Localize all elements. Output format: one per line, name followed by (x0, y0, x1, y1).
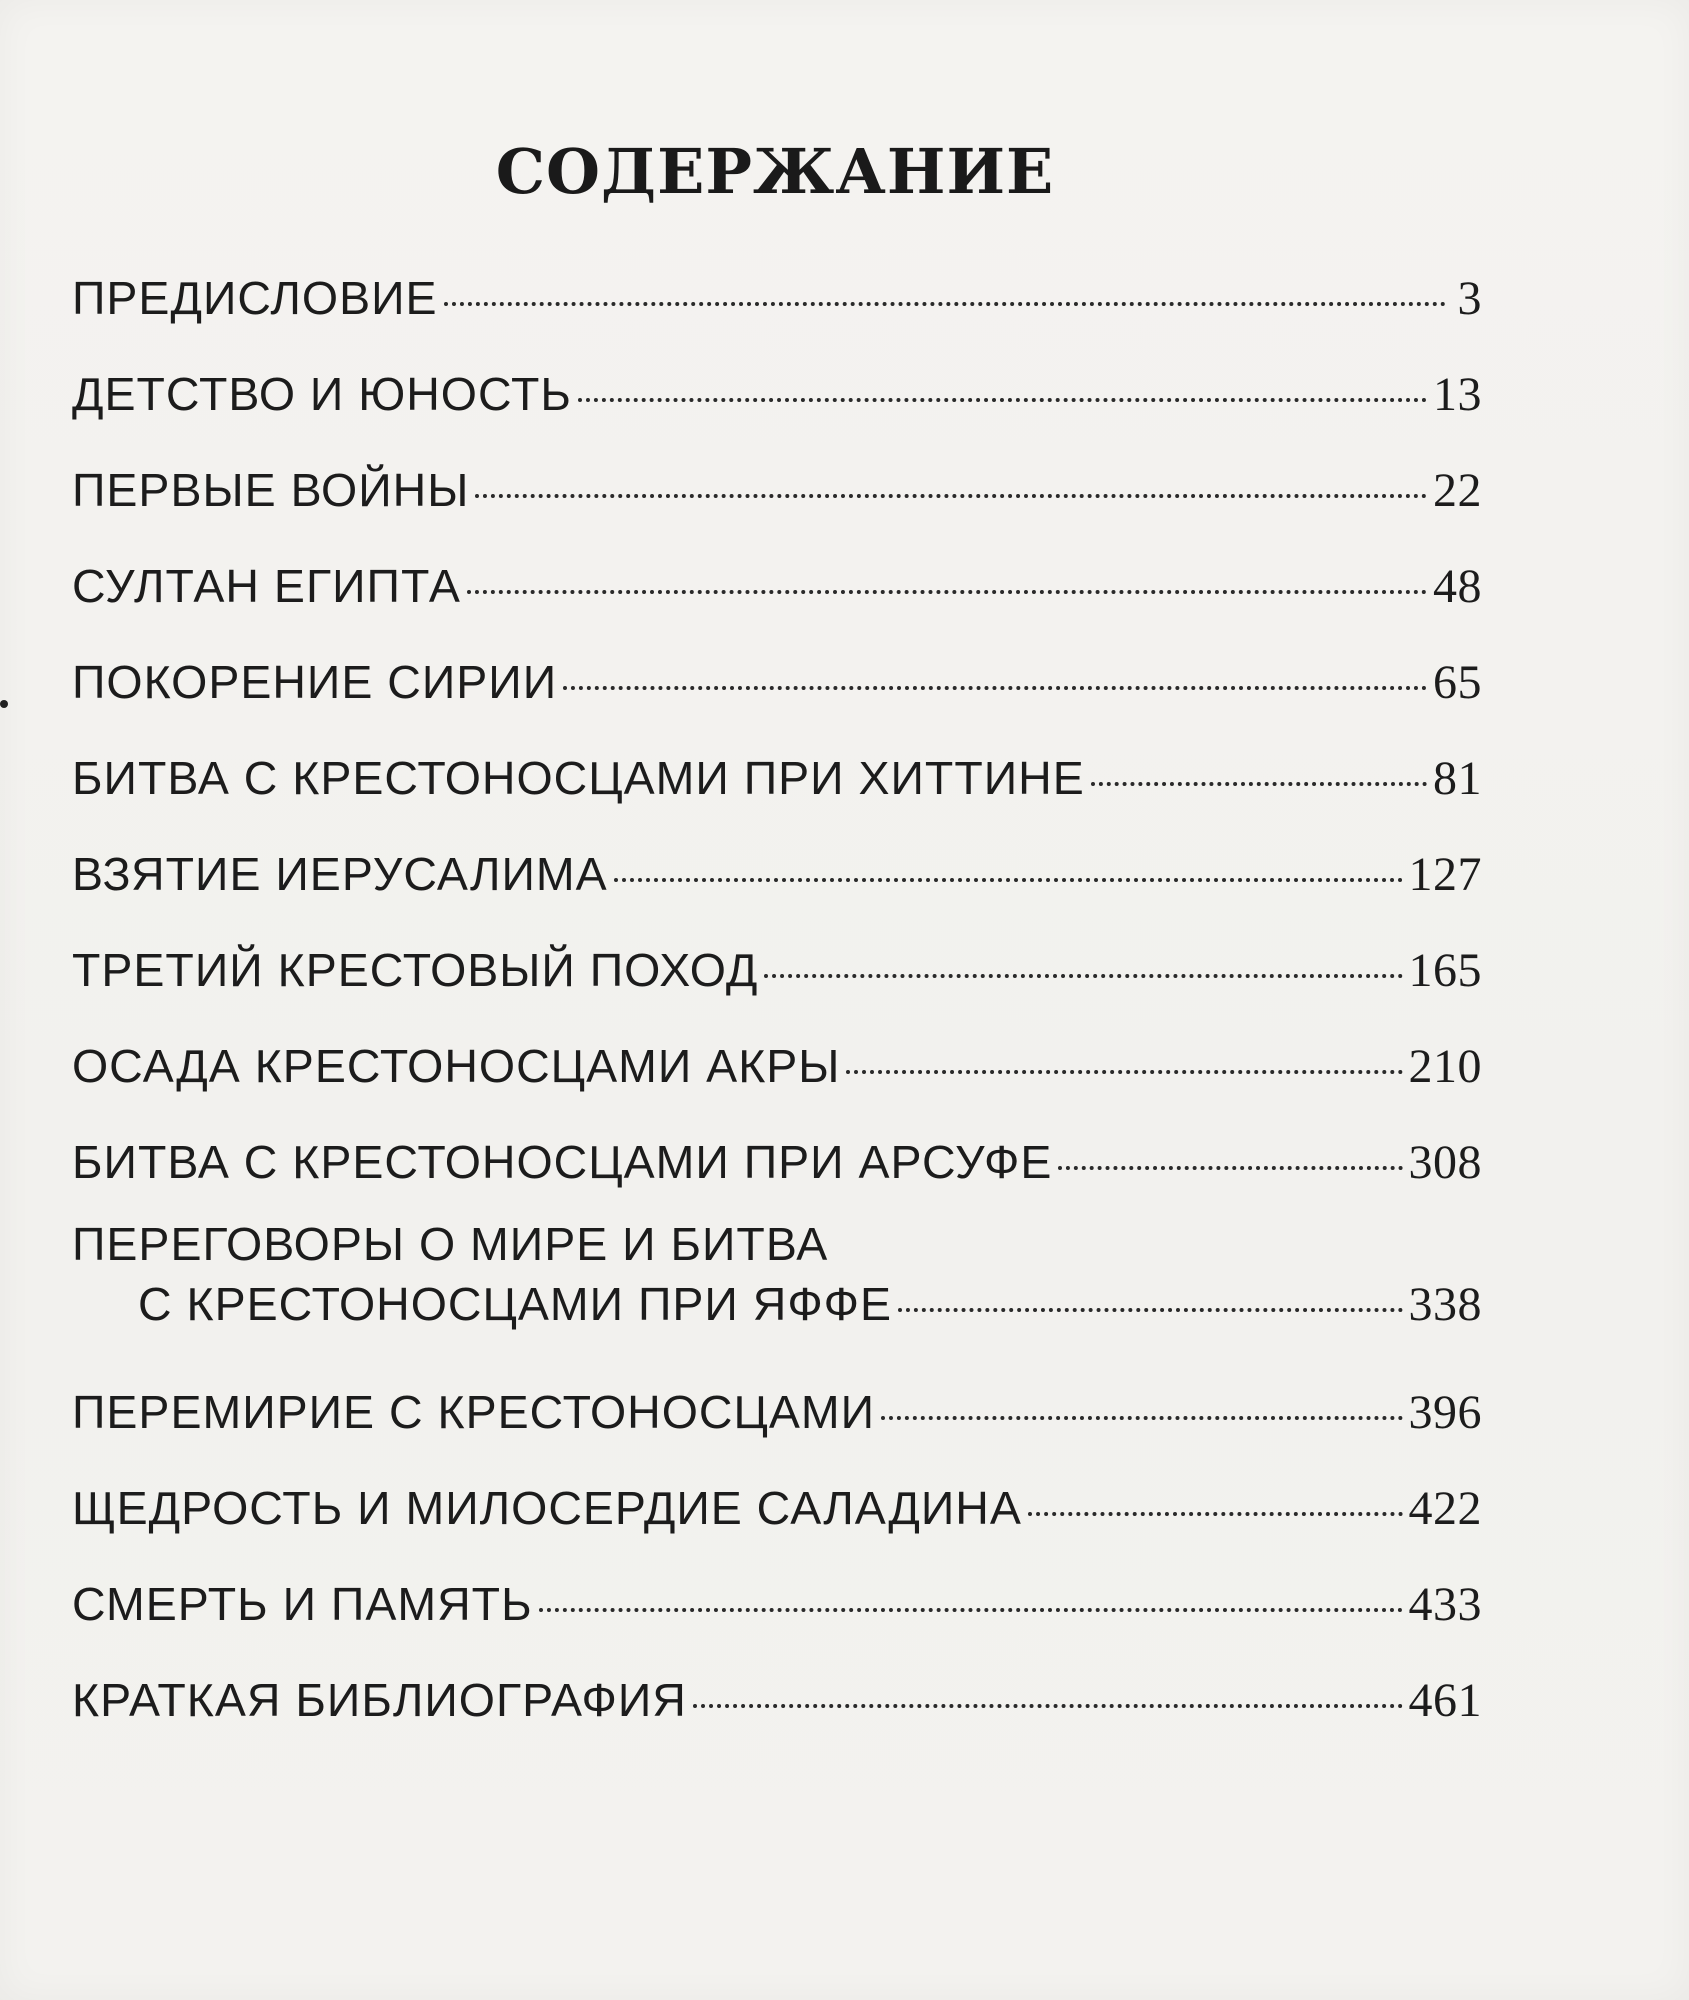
page-number: 461 (1408, 1674, 1482, 1727)
dot-leader (563, 686, 1427, 690)
toc-entry[interactable] (72, 346, 1482, 442)
toc-entry[interactable] (72, 1210, 1482, 1364)
toc-entry[interactable] (72, 1018, 1482, 1114)
toc-entry[interactable] (72, 634, 1482, 730)
toc-entry[interactable] (72, 1460, 1482, 1556)
chapter-title: ЩЕДРОСТЬ И МИЛОСЕРДИЕ САЛАДИНА (72, 1482, 1022, 1534)
dot-leader (898, 1308, 1402, 1312)
dot-leader (1028, 1512, 1403, 1516)
toc-entry[interactable] (72, 730, 1482, 826)
dot-leader (539, 1608, 1403, 1612)
chapter-title: БИТВА С КРЕСТОНОСЦАМИ ПРИ ХИТТИНЕ (72, 752, 1085, 804)
toc-entry[interactable] (72, 538, 1482, 634)
chapter-title: КРАТКАЯ БИБЛИОГРАФИЯ (72, 1674, 687, 1726)
toc-entry[interactable] (72, 442, 1482, 538)
dot-leader (846, 1070, 1402, 1074)
table-of-contents (72, 250, 1482, 1748)
page-number: 127 (1408, 848, 1482, 901)
dot-leader (444, 302, 1446, 306)
page-number: 308 (1408, 1136, 1482, 1189)
toc-entry[interactable] (72, 826, 1482, 922)
toc-entry[interactable] (72, 1652, 1482, 1748)
page-number: 65 (1433, 656, 1482, 709)
chapter-title: БИТВА С КРЕСТОНОСЦАМИ ПРИ АРСУФЕ (72, 1136, 1053, 1188)
chapter-title: ПЕРВЫЕ ВОЙНЫ (72, 464, 470, 516)
chapter-title: ДЕТСТВО И ЮНОСТЬ (72, 368, 572, 420)
chapter-title: ПОКОРЕНИЕ СИРИИ (72, 656, 558, 708)
page-number: 210 (1408, 1040, 1482, 1093)
dot-leader (693, 1704, 1403, 1708)
chapter-title: ПЕРЕМИРИЕ С КРЕСТОНОСЦАМИ (72, 1386, 876, 1438)
page-title: СОДЕРЖАНИЕ (495, 135, 1055, 208)
page-number: 422 (1408, 1482, 1482, 1535)
page-number: 433 (1408, 1578, 1482, 1631)
chapter-title-line-2: С КРЕСТОНОСЦАМИ ПРИ ЯФФЕ (138, 1278, 893, 1330)
chapter-title: СМЕРТЬ И ПАМЯТЬ (72, 1578, 533, 1630)
chapter-title: ПРЕДИСЛОВИЕ (72, 272, 438, 324)
page-number: 165 (1408, 944, 1482, 997)
chapter-title: СУЛТАН ЕГИПТА (72, 560, 461, 612)
page-number: 81 (1433, 752, 1482, 805)
print-mark-dot (0, 700, 8, 708)
dot-leader (475, 494, 1427, 498)
dot-leader (1058, 1166, 1402, 1170)
chapter-title-line-1: ПЕРЕГОВОРЫ О МИРЕ И БИТВА (72, 1218, 829, 1270)
toc-entry[interactable] (72, 1364, 1482, 1460)
page-number: 13 (1433, 368, 1482, 421)
page-number: 338 (1408, 1278, 1482, 1331)
chapter-title: ВЗЯТИЕ ИЕРУСАЛИМА (72, 848, 608, 900)
dot-leader (1091, 782, 1427, 786)
dot-leader (614, 878, 1403, 882)
dot-leader (578, 398, 1427, 402)
dot-leader (764, 974, 1402, 978)
page-number: 3 (1457, 272, 1482, 325)
page-number: 22 (1433, 464, 1482, 517)
chapter-title: ТРЕТИЙ КРЕСТОВЫЙ ПОХОД (72, 944, 759, 996)
toc-entry[interactable] (72, 250, 1482, 346)
toc-entry[interactable] (72, 1114, 1482, 1210)
toc-entry[interactable] (72, 1556, 1482, 1652)
dot-leader (881, 1416, 1402, 1420)
chapter-title: ОСАДА КРЕСТОНОСЦАМИ АКРЫ (72, 1040, 841, 1092)
dot-leader (467, 590, 1427, 594)
page-number: 396 (1408, 1386, 1482, 1439)
page-number: 48 (1433, 560, 1482, 613)
toc-entry[interactable] (72, 922, 1482, 1018)
